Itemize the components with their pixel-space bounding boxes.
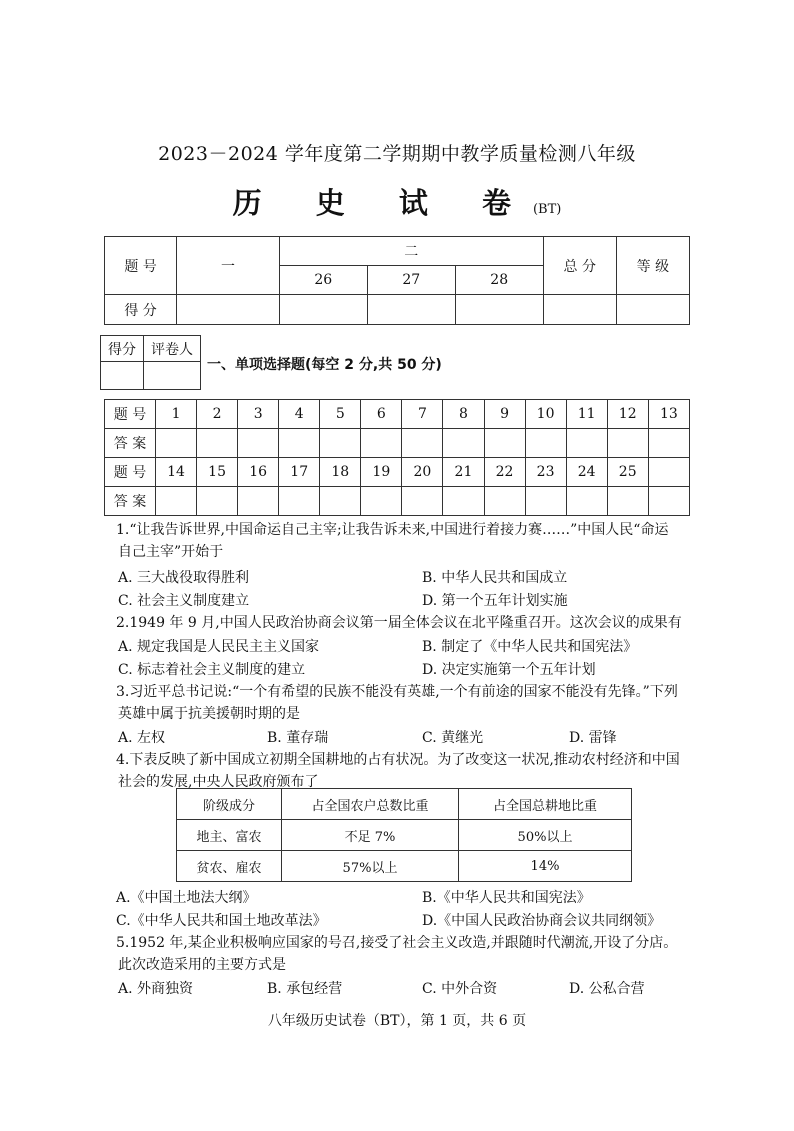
- option-b[interactable]: B.《中华人民共和国宪法》: [422, 890, 591, 906]
- option-b[interactable]: B. 承包经营: [267, 981, 343, 997]
- option-d[interactable]: D. 第一个五年计划实施: [422, 593, 568, 609]
- question-4: [116, 749, 696, 793]
- question-number: 10: [525, 400, 566, 429]
- score-table: [104, 236, 690, 325]
- answer-cell[interactable]: [361, 429, 402, 458]
- answer-cell[interactable]: [607, 487, 648, 516]
- answer-cell[interactable]: [238, 487, 279, 516]
- score-col-two: 二: [279, 237, 543, 266]
- option-c[interactable]: C. 黄继光: [422, 730, 484, 746]
- answer-cell[interactable]: [648, 487, 689, 516]
- land-table-cell: 地主、富农: [177, 820, 282, 851]
- question-stem-line: 4.下表反映了新中国成立初期全国耕地的占有状况。为了改变这一状况,推动农村经济和中国: [116, 752, 680, 768]
- question-number: [648, 458, 689, 487]
- answer-cell[interactable]: [279, 429, 320, 458]
- answer-cell[interactable]: [402, 487, 443, 516]
- answer-cell[interactable]: [156, 487, 197, 516]
- question-3: [116, 681, 696, 725]
- answer-cell[interactable]: [361, 487, 402, 516]
- answer-grid-no-label: 题 号: [105, 458, 156, 487]
- answer-cell[interactable]: [443, 429, 484, 458]
- question-number: 25: [607, 458, 648, 487]
- question-number: 17: [279, 458, 320, 487]
- answer-cell[interactable]: [320, 429, 361, 458]
- answer-grid-ans-label: 答 案: [105, 429, 156, 458]
- option-d[interactable]: D. 公私合营: [569, 981, 645, 997]
- section-title: 一、单项选择题(每空 2 分,共 50 分): [207, 357, 442, 373]
- question-number: 8: [443, 400, 484, 429]
- land-table-cell: 14%: [459, 851, 632, 882]
- question-number: 1: [156, 400, 197, 429]
- option-a[interactable]: A. 左权: [118, 730, 166, 746]
- answer-cell[interactable]: [238, 429, 279, 458]
- land-table-cell: 57%以上: [282, 851, 459, 882]
- question-number: 24: [566, 458, 607, 487]
- score-input-cell[interactable]: [177, 295, 280, 325]
- grader-score-label: 得分: [101, 336, 144, 362]
- grader-name-cell[interactable]: [144, 362, 201, 390]
- question-stem-line: 1.“让我告诉世界,中国命运自己主宰;让我告诉未来,中国进行着接力赛……”中国人民“命运: [116, 522, 669, 538]
- page-footer: 八年级历史试卷（BT），第 1 页，共 6 页: [267, 1013, 527, 1029]
- score-row-label: 得 分: [105, 295, 177, 325]
- land-table-cell: 不足 7%: [282, 820, 459, 851]
- question-number: 12: [607, 400, 648, 429]
- question-number: 13: [648, 400, 689, 429]
- option-a[interactable]: A. 外商独资: [118, 981, 194, 997]
- question-stem-line: 5.1952 年,某企业积极响应国家的号召,接受了社会主义改造,并跟随时代潮流,开设了分店。: [116, 935, 678, 951]
- question-number: 11: [566, 400, 607, 429]
- answer-grid-ans-label: 答 案: [105, 487, 156, 516]
- question-number: 14: [156, 458, 197, 487]
- score-input-cell[interactable]: [543, 295, 616, 325]
- answer-grid: [104, 399, 690, 516]
- question-stem-line: 英雄中属于抗美援朝时期的是: [118, 706, 300, 722]
- answer-cell[interactable]: [279, 487, 320, 516]
- question-stem-line: 此次改造采用的主要方式是: [118, 957, 286, 973]
- question-stem-line: 社会的发展,中央人民政府颁布了: [118, 774, 319, 790]
- option-d[interactable]: D. 决定实施第一个五年计划: [422, 662, 596, 678]
- question-number: 15: [197, 458, 238, 487]
- land-table: [176, 788, 632, 882]
- score-sub-col-26: 26: [279, 266, 367, 295]
- grader-box: [100, 335, 201, 390]
- question-number: 23: [525, 458, 566, 487]
- land-table-cell: 50%以上: [459, 820, 632, 851]
- question-stem-line: 3.习近平总书记说:“一个有希望的民族不能没有英雄,一个有前途的国家不能没有先锋。”下列: [116, 684, 678, 700]
- score-sub-col-28: 28: [455, 266, 543, 295]
- land-table-header: 占全国农户总数比重: [282, 789, 459, 820]
- option-a[interactable]: A. 三大战役取得胜利: [118, 570, 250, 586]
- question-5: [116, 932, 696, 976]
- question-number: 16: [238, 458, 279, 487]
- answer-cell[interactable]: [525, 487, 566, 516]
- exam-header: 2023－2024 学年度第二学期期中教学质量检测八年级: [158, 143, 636, 165]
- score-input-cell[interactable]: [279, 295, 367, 325]
- score-input-cell[interactable]: [455, 295, 543, 325]
- question-number: 5: [320, 400, 361, 429]
- answer-cell[interactable]: [566, 487, 607, 516]
- answer-cell[interactable]: [484, 429, 525, 458]
- answer-cell[interactable]: [197, 429, 238, 458]
- option-b[interactable]: B. 董存瑞: [267, 730, 329, 746]
- exam-title-text: 历 史 试 卷: [232, 186, 533, 220]
- answer-cell[interactable]: [484, 487, 525, 516]
- question-number: 2: [197, 400, 238, 429]
- question-2: [116, 612, 696, 634]
- score-col-grade: 等 级: [616, 237, 689, 295]
- answer-cell[interactable]: [320, 487, 361, 516]
- question-number: 9: [484, 400, 525, 429]
- question-number: 18: [320, 458, 361, 487]
- question-number: 7: [402, 400, 443, 429]
- answer-cell[interactable]: [648, 429, 689, 458]
- question-number: 21: [443, 458, 484, 487]
- option-a[interactable]: A.《中国土地法大纲》: [116, 890, 257, 906]
- land-table-header: 占全国总耕地比重: [459, 789, 632, 820]
- answer-cell[interactable]: [156, 429, 197, 458]
- grader-score-cell[interactable]: [101, 362, 144, 390]
- question-number: 20: [402, 458, 443, 487]
- option-d[interactable]: D. 雷锋: [569, 730, 617, 746]
- answer-cell[interactable]: [402, 429, 443, 458]
- answer-grid-no-label: 题 号: [105, 400, 156, 429]
- score-input-cell[interactable]: [367, 295, 455, 325]
- question-stem-line: 2.1949 年 9 月,中国人民政治协商会议第一届全体会议在北平隆重召开。这次会议的成果有: [116, 615, 682, 631]
- question-1: [116, 519, 696, 563]
- option-a[interactable]: A. 规定我国是人民民主主义国家: [118, 639, 320, 655]
- exam-title-suffix: (BT): [532, 202, 562, 217]
- question-number: 3: [238, 400, 279, 429]
- score-col-one: 一: [177, 237, 280, 295]
- grader-label: 评卷人: [144, 336, 201, 362]
- answer-cell[interactable]: [525, 429, 566, 458]
- land-table-cell: 贫农、雇农: [177, 851, 282, 882]
- option-d[interactable]: D.《中国人民政治协商会议共同纲领》: [422, 913, 662, 929]
- answer-cell[interactable]: [197, 487, 238, 516]
- option-b[interactable]: B. 中华人民共和国成立: [422, 570, 568, 586]
- option-b[interactable]: B. 制定了《中华人民共和国宪法》: [422, 639, 638, 655]
- option-c[interactable]: C. 标志着社会主义制度的建立: [118, 662, 306, 678]
- exam-title: [0, 181, 794, 222]
- question-stem-line: 自己主宰”开始于: [118, 544, 224, 560]
- option-c[interactable]: C. 社会主义制度建立: [118, 593, 250, 609]
- score-col-total: 总 分: [543, 237, 616, 295]
- land-table-header: 阶级成分: [177, 789, 282, 820]
- answer-cell[interactable]: [607, 429, 648, 458]
- question-number: 4: [279, 400, 320, 429]
- score-input-cell[interactable]: [616, 295, 689, 325]
- question-number: 19: [361, 458, 402, 487]
- option-c[interactable]: C. 中外合资: [422, 981, 498, 997]
- score-sub-col-27: 27: [367, 266, 455, 295]
- answer-cell[interactable]: [566, 429, 607, 458]
- answer-cell[interactable]: [443, 487, 484, 516]
- option-c[interactable]: C.《中华人民共和国土地改革法》: [116, 913, 327, 929]
- score-label-question-no: 题 号: [105, 237, 177, 295]
- question-number: 6: [361, 400, 402, 429]
- question-number: 22: [484, 458, 525, 487]
